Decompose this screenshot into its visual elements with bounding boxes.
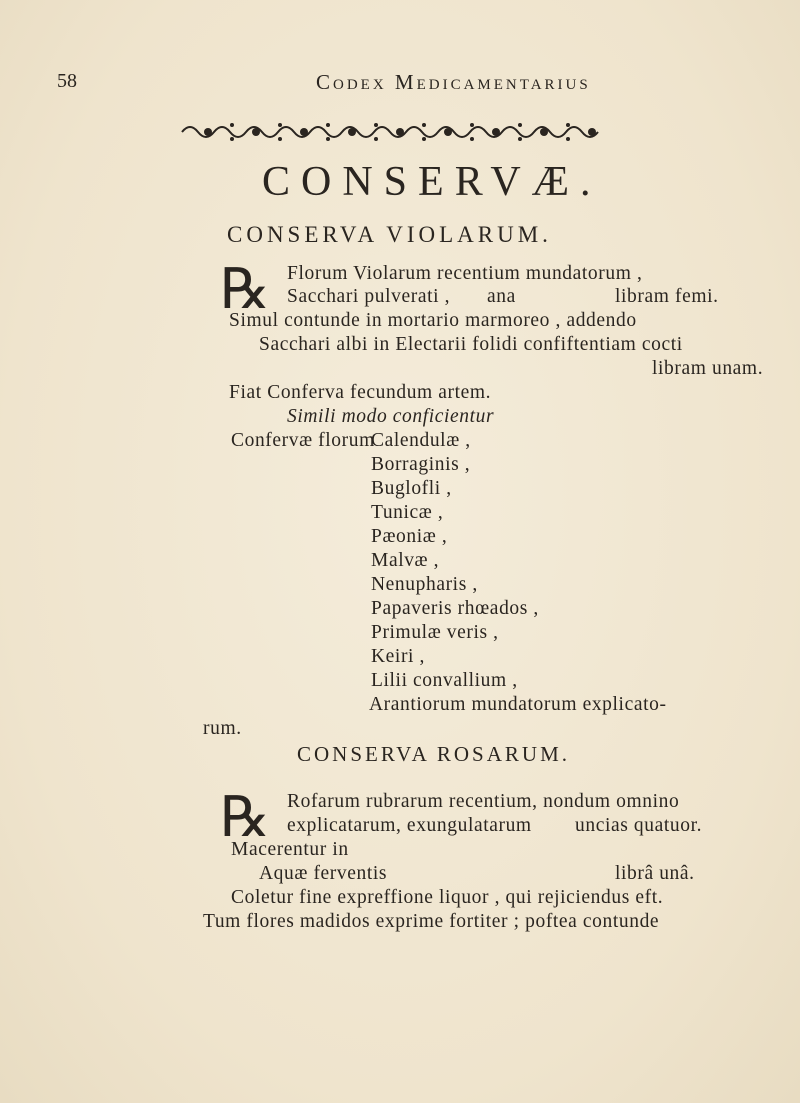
flower-item: Calendulæ , bbox=[371, 430, 471, 451]
flower-item: Primulæ veris , bbox=[371, 622, 499, 643]
flower-item: Tunicæ , bbox=[371, 502, 444, 523]
recipe-line: Coletur fine expreffione liquor , qui rejiciendus eft. bbox=[231, 887, 664, 908]
recipe-quantity: libram unam. bbox=[652, 358, 764, 379]
confervae-label: Confervæ florum bbox=[231, 430, 375, 451]
section-heading-rosarum: CONSERVA ROSARUM. bbox=[297, 742, 570, 766]
flower-item: Papaveris rhœados , bbox=[371, 598, 539, 619]
flower-item: Lilii convallium , bbox=[371, 670, 518, 691]
recipe-line: Simul contunde in mortario marmoreo , addendo bbox=[229, 310, 637, 331]
simili-modo-line: Simili modo conficientur bbox=[287, 406, 495, 427]
recipe-quantity-ana: ana bbox=[487, 286, 516, 307]
recipe-line: Sacchari pulverati , bbox=[287, 286, 451, 307]
flower-item: Borraginis , bbox=[371, 454, 471, 475]
recipe-line: Florum Violarum recentium mundatorum , bbox=[287, 263, 643, 284]
recipe-line: Tum flores madidos exprime fortiter ; poftea contunde bbox=[203, 911, 660, 932]
flower-item: Malvæ , bbox=[371, 550, 440, 571]
recipe-quantity: libram femi. bbox=[615, 286, 719, 307]
decorative-ornament-band bbox=[178, 120, 618, 144]
recipe-quantity: librâ unâ. bbox=[615, 863, 695, 884]
page-number: 58 bbox=[57, 70, 77, 92]
recipe-quantity: uncias quatuor. bbox=[575, 815, 703, 836]
running-title: Codex Medicamentarius bbox=[316, 70, 591, 94]
section-heading-violarum: CONSERVA VIOLARUM. bbox=[227, 222, 552, 247]
flower-item: Keiri , bbox=[371, 646, 426, 667]
main-title: CONSERVÆ. bbox=[262, 159, 602, 205]
flower-item: Nenupharis , bbox=[371, 574, 478, 595]
flower-item: Pæoniæ , bbox=[371, 526, 448, 547]
recipe-line: explicatarum, exungulatarum bbox=[287, 815, 532, 836]
recipe-line: Fiat Conferva fecundum artem. bbox=[229, 382, 492, 403]
recipe-line: Aquæ ferventis bbox=[259, 863, 388, 884]
recipe-symbol: ℞ bbox=[220, 787, 271, 849]
recipe-symbol: ℞ bbox=[220, 259, 271, 321]
recipe-line: Macerentur in bbox=[231, 839, 349, 860]
recipe-line: Rofarum rubrarum recentium, nondum omnino bbox=[287, 791, 680, 812]
flower-item: Buglofli , bbox=[371, 478, 452, 499]
flower-item: Arantiorum mundatorum explicato- bbox=[369, 694, 667, 715]
flower-item-continuation: rum. bbox=[203, 718, 242, 739]
recipe-line: Sacchari albi in Electarii folidi confiftentiam cocti bbox=[259, 334, 683, 355]
